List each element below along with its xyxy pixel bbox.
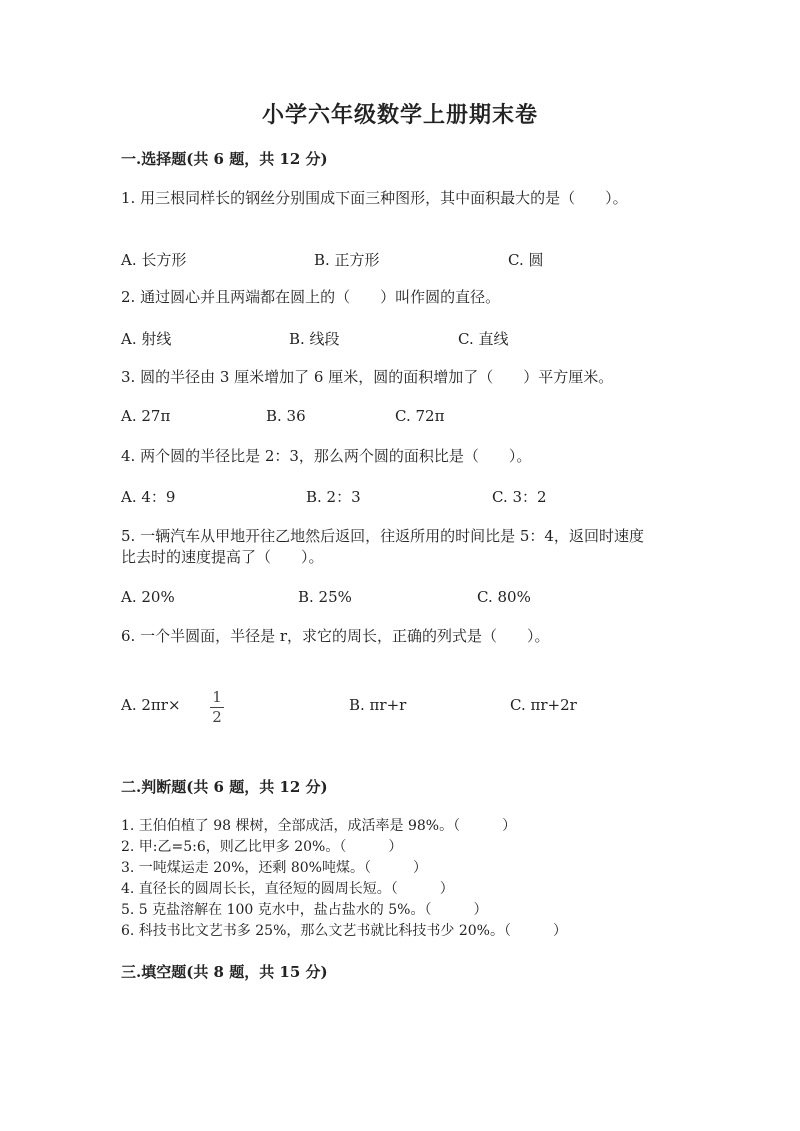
tf-item-1: 1. 王伯伯植了 98 棵树，全部成活，成活率是 98%。（ ） bbox=[121, 818, 517, 834]
q2-option-a: A. 射线 bbox=[121, 330, 172, 348]
question-1: 1. 用三根同样长的钢丝分别围成下面三种图形，其中面积最大的是（ ）。 bbox=[121, 189, 628, 207]
tf-item-3: 3. 一吨煤运走 20%，还剩 80%吨煤。（ ） bbox=[121, 860, 427, 876]
q6-option-c: C. πr+2r bbox=[510, 696, 577, 714]
q4-option-a: A. 4：9 bbox=[121, 488, 176, 506]
tf-item-2: 2. 甲:乙=5:6，则乙比甲多 20%。（ ） bbox=[121, 839, 403, 855]
q5-option-b: B. 25% bbox=[298, 588, 352, 606]
q2-option-c: C. 直线 bbox=[458, 330, 509, 348]
q6-option-b: B. πr+r bbox=[349, 696, 407, 714]
question-6: 6. 一个半圆面，半径是 r，求它的周长，正确的列式是（ ）。 bbox=[121, 627, 550, 645]
tf-item-4: 4. 直径长的圆周长长，直径短的圆周长短。（ ） bbox=[121, 881, 454, 897]
q4-option-c: C. 3：2 bbox=[492, 488, 547, 506]
section-heading-true-false: 二.判断题(共 6 题，共 12 分) bbox=[121, 778, 328, 796]
question-5-line-1: 5. 一辆汽车从甲地开往乙地然后返回，往返所用的时间比是 5：4，返回时速度 bbox=[121, 527, 644, 545]
q1-option-a: A. 长方形 bbox=[121, 251, 187, 269]
tf-item-5: 5. 5 克盐溶解在 100 克水中，盐占盐水的 5%。（ ） bbox=[121, 902, 488, 918]
q6-fraction bbox=[210, 689, 224, 726]
q6-option-a: A. 2πr× bbox=[121, 696, 181, 714]
q5-option-c: C. 80% bbox=[477, 588, 531, 606]
q5-option-a: A. 20% bbox=[121, 588, 175, 606]
q3-option-c: C. 72π bbox=[395, 407, 445, 425]
question-3: 3. 圆的半径由 3 厘米增加了 6 厘米，圆的面积增加了（ ）平方厘米。 bbox=[121, 368, 614, 386]
section-heading-fill-blank: 三.填空题(共 8 题，共 15 分) bbox=[121, 963, 328, 981]
q4-option-b: B. 2：3 bbox=[306, 488, 361, 506]
q2-option-b: B. 线段 bbox=[289, 330, 340, 348]
fraction-numerator: 1 bbox=[212, 688, 222, 706]
q3-option-a: A. 27π bbox=[121, 407, 171, 425]
question-5-line-2: 比去时的速度提高了（ ）。 bbox=[121, 548, 324, 566]
question-4: 4. 两个圆的半径比是 2：3，那么两个圆的面积比是（ ）。 bbox=[121, 447, 532, 465]
q3-option-b: B. 36 bbox=[266, 407, 306, 425]
question-2: 2. 通过圆心并且两端都在圆上的（ ）叫作圆的直径。 bbox=[121, 288, 501, 306]
section-heading-choice: 一.选择题(共 6 题，共 12 分) bbox=[121, 150, 328, 168]
fraction-denominator: 2 bbox=[212, 708, 222, 726]
q1-option-c: C. 圆 bbox=[508, 251, 544, 269]
page-title: 小学六年级数学上册期末卷 bbox=[261, 102, 538, 128]
q1-option-b: B. 正方形 bbox=[314, 251, 380, 269]
tf-item-6: 6. 科技书比文艺书多 25%，那么文艺书就比科技书少 20%。（ ） bbox=[121, 923, 567, 939]
